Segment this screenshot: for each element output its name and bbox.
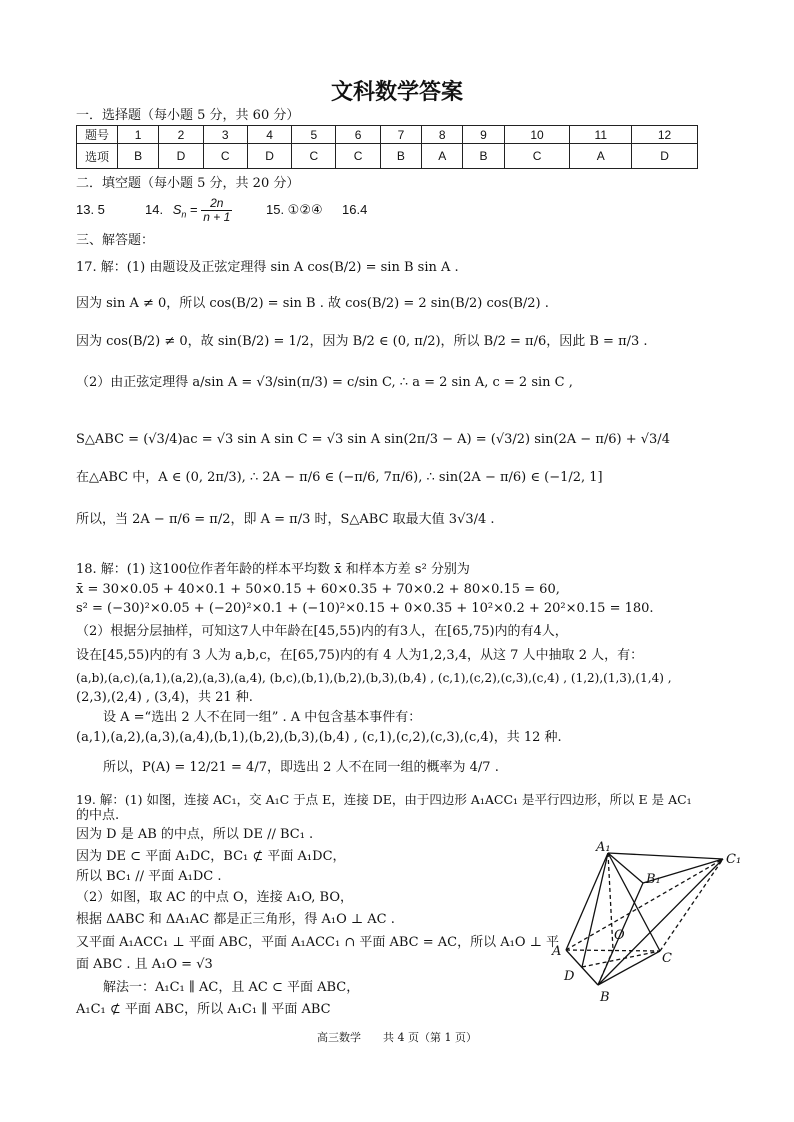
q19-line-4: 因为 DE ⊂ 平面 A₁DC，BC₁ ⊄ 平面 A₁DC， <box>76 849 346 864</box>
table-cell-label: 选项 <box>77 144 118 169</box>
section1-heading: 一．选择题（每小题 5 分，共 60 分） <box>76 108 300 123</box>
q19-line-3: 因为 D 是 AB 的中点，所以 DE // BC₁ . <box>76 827 314 842</box>
table-cell: 4 <box>247 126 291 144</box>
q19-line-8: 又平面 A₁ACC₁ ⊥ 平面 ABC，平面 A₁ACC₁ ∩ 平面 ABC = AC，所以 A₁O ⊥ 平 <box>76 935 559 950</box>
q18-line-8: 设 A =“选出 2 人不在同一组” . A 中包含基本事件有： <box>103 710 422 725</box>
table-cell: B <box>118 144 159 169</box>
label-C1: C₁ <box>726 852 742 867</box>
table-cell: 9 <box>463 126 504 144</box>
section2-heading: 二．填空题（每小题 5 分，共 20 分） <box>76 176 300 191</box>
q19-line-9: 面 ABC . 且 A₁O = √3 <box>76 957 213 972</box>
page-title: 文科数学答案 <box>330 80 463 105</box>
table-cell: D <box>247 144 291 169</box>
table-cell: 10 <box>504 126 570 144</box>
q19-line-2: 的中点. <box>76 808 120 823</box>
label-B: B <box>600 990 610 1005</box>
table-cell: 1 <box>118 126 159 144</box>
answer-14-fraction: $\frac{2n}{n + 1}$ <box>203 196 231 225</box>
table-cell: C <box>504 144 570 169</box>
q17-line-3: 因为 cos(B/2) ≠ 0，故 sin(B/2) = 1/2，因为 B/2 ∈ (0, π/2)，所以 B/2 = π/6，因此 B = π/3 . <box>76 334 648 349</box>
answer-14-prefix: 14. <box>145 202 164 217</box>
table-cell: C <box>336 144 380 169</box>
q19-line-7: 根据 ΔABC 和 ΔA₁AC 都是正三角形，得 A₁O ⊥ AC . <box>76 912 395 927</box>
q19-line-11: A₁C₁ ⊄ 平面 ABC，所以 A₁C₁ ∥ 平面 ABC <box>76 1002 331 1017</box>
q19-line-6: （2）如图，取 AC 的中点 O，连接 A₁O, BO， <box>76 890 354 905</box>
table-cell: 7 <box>380 126 421 144</box>
q18-line-3: s² = (−30)²×0.05 + (−20)²×0.1 + (−10)²×0.15 + 0×0.35 + 10²×0.2 + 20²×0.15 = 180. <box>76 601 654 616</box>
table-cell: 12 <box>632 126 698 144</box>
q19-line-1: 19. 解：(1) 如图，连接 AC₁，交 A₁C 于点 E，连接 DE，由于四边形 A₁ACC₁ 是平行四边形，所以 E 是 AC₁ <box>76 792 692 807</box>
label-D: D <box>564 969 575 984</box>
table-cell: B <box>380 144 421 169</box>
table-cell: 6 <box>336 126 380 144</box>
q17-line-7: 所以，当 2A − π/6 = π/2，即 A = π/3 时，S△ABC 取最大值 3√3/4 . <box>76 512 495 527</box>
q18-line-9: (a,1),(a,2),(a,3),(a,4),(b,1),(b,2),(b,3),(b,4) , (c,1),(c,2),(c,3),(c,4)，共 12 种. <box>76 730 562 745</box>
q18-line-1: 18. 解：(1) 这100位作者年龄的样本平均数 x̄ 和样本方差 s² 分别为 <box>76 562 470 577</box>
table-row-answers <box>77 144 698 169</box>
q18-line-7: (2,3),(2,4) , (3,4)，共 21 种. <box>76 690 253 705</box>
page-footer: 高三数学 共 4 页（第 1 页） <box>317 1031 477 1044</box>
q18-line-5: 设在[45,55)内的有 3 人为 a,b,c，在[65,75)内的有 4 人为1,2,3,4，从这 7 人中抽取 2 人，有： <box>76 648 644 663</box>
q18-line-6: (a,b),(a,c),(a,1),(a,2),(a,3),(a,4), (b,c),(b,1),(b,2),(b,3),(b,4) , (c,1),(c,2),(c,3),(c,4) , (1,2),(1,3),(1,4) , <box>76 671 672 685</box>
answer-table <box>76 125 698 169</box>
q17-line-2: 因为 sin A ≠ 0，所以 cos(B/2) = sin B . 故 cos(B/2) = 2 sin(B/2) cos(B/2) . <box>76 296 549 311</box>
table-cell: 2 <box>159 126 203 144</box>
table-cell: C <box>292 144 336 169</box>
table-cell: A <box>422 144 463 169</box>
q17-line-1: 17. 解：(1) 由题设及正弦定理得 sin A cos(B/2) = sin B sin A . <box>76 260 459 275</box>
section3-heading: 三、解答题： <box>76 233 155 248</box>
table-row-numbers <box>77 126 698 144</box>
label-A: A <box>552 944 562 959</box>
answer-14: 14. $S_n$ = $\frac{2n}{n + 1}$ <box>145 196 231 225</box>
table-cell: D <box>632 144 698 169</box>
q19-line-10: 解法一：A₁C₁ ∥ AC，且 AC ⊂ 平面 ABC， <box>103 980 360 995</box>
label-C: C <box>662 951 672 966</box>
table-cell: A <box>570 144 632 169</box>
q18-line-2: x̄ = 30×0.05 + 40×0.1 + 50×0.15 + 60×0.35 + 70×0.2 + 80×0.15 = 60, <box>76 582 560 597</box>
q19-line-5: 所以 BC₁ // 平面 A₁DC . <box>76 869 222 884</box>
table-cell: C <box>203 144 247 169</box>
answer-14-lhs: S <box>172 202 182 217</box>
q17-line-6: 在△ABC 中，A ∈ (0, 2π/3), ∴ 2A − π/6 ∈ (−π/6, 7π/6), ∴ sin(2A − π/6) ∈ (−1/2, 1] <box>76 470 603 485</box>
q17-line-5: S△ABC = (√3/4)ac = √3 sin A sin C = √3 sin A sin(2π/3 − A) = (√3/2) sin(2A − π/6) + √3/4 <box>76 432 670 447</box>
table-cell-label: 题号 <box>77 126 118 144</box>
answer-16: 16.4 <box>342 202 368 217</box>
label-O: O <box>614 928 625 943</box>
table-cell: 8 <box>422 126 463 144</box>
table-cell: 5 <box>292 126 336 144</box>
table-cell: B <box>463 144 504 169</box>
q18-line-4: （2）根据分层抽样，可知这7人中年龄在[45,55)内的有3人，在[65,75)内的有4人， <box>76 624 568 639</box>
table-cell: 3 <box>203 126 247 144</box>
answer-14-sub: n <box>181 209 187 220</box>
table-cell: 11 <box>570 126 632 144</box>
table-cell: D <box>159 144 203 169</box>
answer-15: 15. ①②④ <box>266 202 323 217</box>
q18-line-10: 所以，P(A) = 12/21 = 4/7，即选出 2 人不在同一组的概率为 4/7 . <box>103 760 499 775</box>
answer-13: 13. 5 <box>76 202 105 217</box>
label-B1: B₁ <box>646 872 661 887</box>
label-A1: A₁ <box>596 840 611 855</box>
q17-line-4: （2）由正弦定理得 a/sin A = √3/sin(π/3) = c/sin C, ∴ a = 2 sin A, c = 2 sin C , <box>76 375 573 390</box>
prism-figure <box>548 835 748 1005</box>
